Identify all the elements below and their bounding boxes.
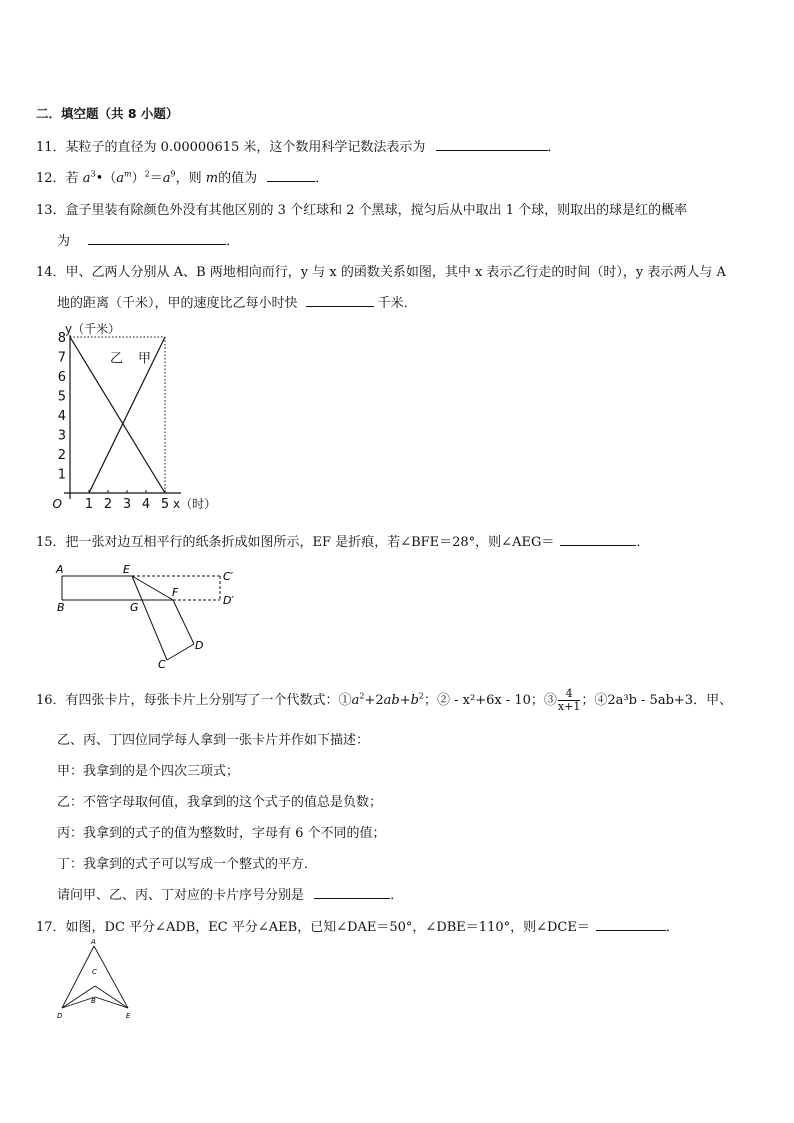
series-line-2 (89, 337, 165, 493)
q11-text: 某粒子的直径为 0.00000615 米，这个数用科学记数法表示为 (65, 140, 426, 155)
label-f: F (172, 586, 179, 599)
q14-chart (50, 314, 250, 522)
q12-mid: ，则 (175, 171, 202, 186)
q12-number: 12． (36, 171, 66, 186)
q16-card-3-fraction (558, 688, 580, 713)
question-17 (36, 916, 679, 935)
label-d: D (57, 1012, 63, 1020)
q13-number: 13． (36, 203, 66, 218)
label-g: G (130, 601, 139, 614)
folded-edge-ec (132, 576, 167, 660)
q16-frac-den: x+1 (557, 700, 581, 713)
q13-text: 盒子里装有除颜色外没有其他区别的 3 个红球和 2 个黑球，搅匀后从中取出 1 个球，则取出的球是红的概率 (65, 203, 688, 218)
q16-frac-num: 4 (558, 688, 580, 701)
x-tick-label: 2 (103, 497, 113, 512)
label-a: A (56, 563, 64, 576)
y-tick-label: 5 (57, 389, 66, 405)
q16-card-2: ；② - x²+6x - 10；③ (424, 693, 557, 708)
q16-answer-blank[interactable] (314, 886, 390, 899)
q11-answer-blank[interactable] (436, 138, 548, 151)
y-axis-label: y（千米） (65, 322, 121, 336)
y-tick-label: 3 (57, 428, 66, 444)
label-c-prime: C′ (223, 570, 234, 583)
section-heading: 二．填空题（共 8 小题） (36, 106, 179, 121)
q12-pre: 若 (65, 171, 79, 186)
q16-bing: 丙：我拿到的式子的值为整数时，字母有 6 个不同的值； (57, 826, 386, 841)
q15-number: 15． (36, 535, 66, 550)
x-tick-label: 1 (84, 497, 94, 512)
q14-answer-blank[interactable] (306, 294, 374, 307)
q16-card-4: ；④2a³b - 5ab+3．甲、 (581, 693, 733, 708)
q16-card-1-marker: ① (338, 693, 352, 708)
q15-figure (52, 560, 252, 672)
x-tick-label: 3 (122, 497, 132, 512)
q16-period: ． (390, 888, 404, 903)
q14-line2b: 千米． (377, 296, 417, 311)
y-tick-label: 1 (57, 467, 66, 483)
y-tick-label: 2 (57, 448, 66, 463)
q17-text: 如图，DC 平分∠ADB，EC 平分∠AEB，已知∠DAE＝50°，∠DBE＝110°，则∠DCE＝ (65, 920, 590, 935)
x-axis-label: x（时） (173, 497, 217, 511)
q17-figure (54, 936, 144, 1024)
y-tick-label: 8 (57, 331, 66, 346)
label-d: D (195, 639, 204, 652)
q11-period: ． (547, 140, 561, 155)
q12-period: ． (315, 171, 329, 186)
q14-line2a: 地的距离（千米），甲的速度比乙每小时快 (57, 296, 298, 311)
q13-line2: 为 (57, 234, 71, 249)
label-b: B (57, 601, 65, 614)
question-12: 12．若 $a^3•(a^m)^2=a^9$，则 m的值为 ． (36, 169, 329, 186)
x-tick-label: 4 (141, 497, 151, 512)
folded-edge-cd (167, 644, 194, 660)
folded-edge-fd (173, 600, 194, 644)
q15-period: ． (636, 535, 650, 550)
question-14-line-1 (36, 261, 726, 280)
question-11 (36, 136, 561, 155)
question-13-line-1 (36, 199, 687, 218)
q11-number: 11． (36, 140, 66, 155)
question-13-line-2 (57, 230, 239, 249)
q15-text: 把一张对边互相平行的纸条折成如图所示，EF 是折痕，若∠BFE＝28°，则∠AEG＝ (65, 535, 555, 550)
q16-ding: 丁：我拿到的式子可以写成一个整式的平方． (57, 857, 318, 872)
label-d-prime: D′ (223, 594, 234, 607)
q16-question (57, 884, 403, 903)
series-label-1: 乙 (110, 351, 124, 367)
label-c: C (158, 658, 166, 671)
q16-ask: 请问甲、乙、丙、丁对应的卡片序号分别是 (57, 888, 305, 903)
q17-answer-blank[interactable] (596, 918, 666, 931)
segment-ec (95, 986, 128, 1008)
label-b: B (91, 997, 96, 1005)
series-label-2: 甲 (138, 351, 152, 367)
q13-answer-blank[interactable] (88, 232, 226, 245)
q17-number: 17． (36, 920, 66, 935)
q13-period: ． (226, 234, 240, 249)
q12-expression: $a^3•(a^m)^2=a^9$ (82, 169, 176, 186)
question-14-line-2 (57, 292, 417, 311)
y-tick-label: 7 (57, 350, 66, 366)
q12-post: 的值为 (218, 171, 258, 186)
label-a: A (91, 938, 96, 946)
y-tick-label: 6 (57, 370, 66, 385)
origin-label: O (52, 497, 62, 511)
q14-line1: 甲、乙两人分别从 A、B 两地相向而行，y 与 x 的函数关系如图，其中 x 表示乙行走的时间（时），y 表示两人与 A (65, 265, 726, 280)
q16-jia: 甲：我拿到的是个四次三项式； (57, 764, 240, 779)
label-e: E (123, 563, 130, 576)
q16-intro: 有四张卡片，每张卡片上分别写了一个代数式： (65, 693, 339, 708)
question-16-line-1 (36, 688, 732, 713)
q15-answer-blank[interactable] (560, 533, 636, 546)
fold-line-ef (132, 576, 173, 600)
q12-answer-blank[interactable] (267, 169, 315, 182)
q16-line-2: 乙、丙、丁四位同学每人拿到一张卡片并作如下描述： (57, 733, 370, 748)
label-e: E (126, 1012, 131, 1020)
q17-period: ． (666, 920, 680, 935)
question-15 (36, 531, 650, 550)
q14-number: 14． (36, 265, 66, 280)
y-tick-label: 4 (57, 409, 66, 424)
q16-number: 16． (36, 693, 66, 708)
q16-yi: 乙：不管字母取何值，我拿到的这个式子的值总是负数； (57, 795, 383, 810)
q16-card-1: $a^2+2ab+b^2$ (351, 691, 425, 708)
x-tick-label: 5 (160, 497, 170, 512)
label-c: C (92, 968, 97, 976)
